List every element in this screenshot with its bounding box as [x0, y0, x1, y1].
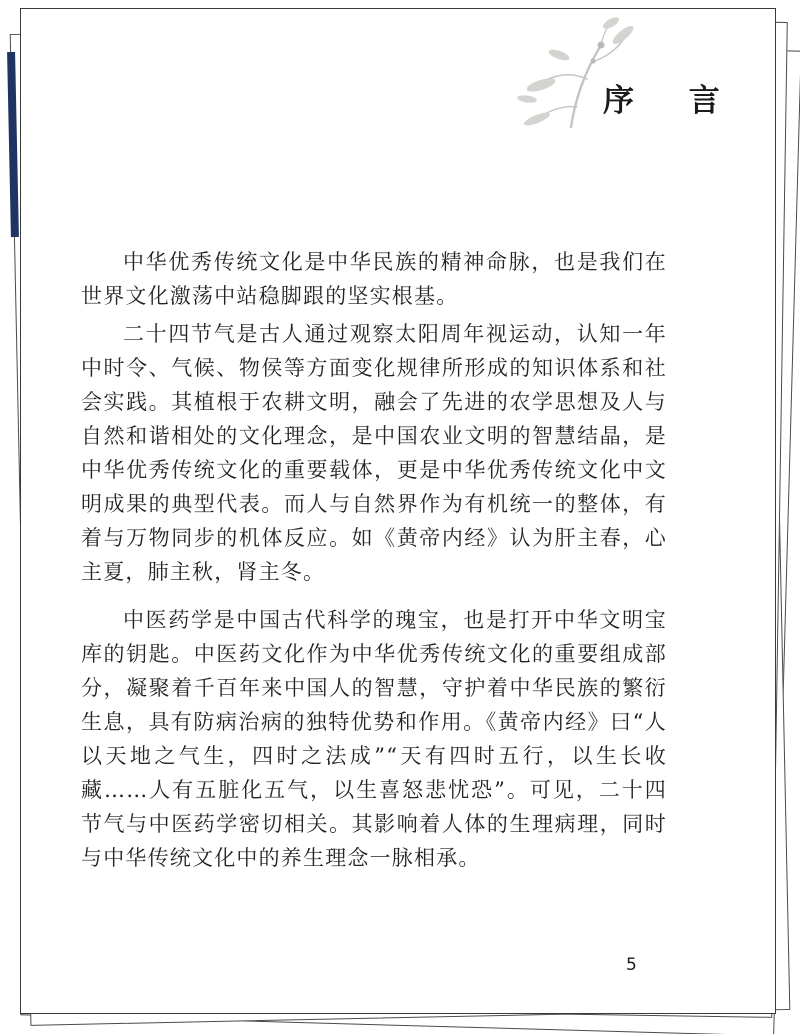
- page-title: 序 言: [603, 83, 742, 119]
- book-page: [20, 8, 776, 1014]
- paragraph-2: 二十四节气是古人通过观察太阳周年视运动，认知一年中时令、气候、物侯等方面变化规律所形成的知识体系和社会实践。其植根于农耕文明，融会了先进的农学思想及人与自然和谐相处的文化理念，是中国农业文明的智慧结晶，是中华优秀传统文化的重要载体，更是中华优秀传统文化中文明成果的典型代表。而人与自然界作为有机统一的整体，有着与万物同步的机体反应。如《黄帝内经》认为肝主春，心主夏，肺主秋，肾主冬。: [81, 322, 667, 584]
- paragraph-1: 中华优秀传统文化是中华民族的精神命脉，也是我们在世界文化激荡中站稳脚跟的坚实根基。: [81, 250, 667, 308]
- page-number: 5: [626, 955, 637, 975]
- preface-body: [81, 245, 667, 875]
- paragraph-3: 中医药学是中国古代科学的瑰宝，也是打开中华文明宝库的钥匙。中医药文化作为中华优秀传统文化的重要组成部分，凝聚着千百年来中国人的智慧，守护着中华民族的繁衍生息，具有防病治病的独特优势和作用。《黄帝内经》曰“人以天地之气生，四时之法成”“天有四时五行，以生长收藏……人有五脏化五气，以生喜怒悲忧恐”。可见，二十四节气与中医药学密切相关。其影响着人体的生理病理，同时与中华传统文化中的养生理念一脉相承。: [81, 608, 667, 870]
